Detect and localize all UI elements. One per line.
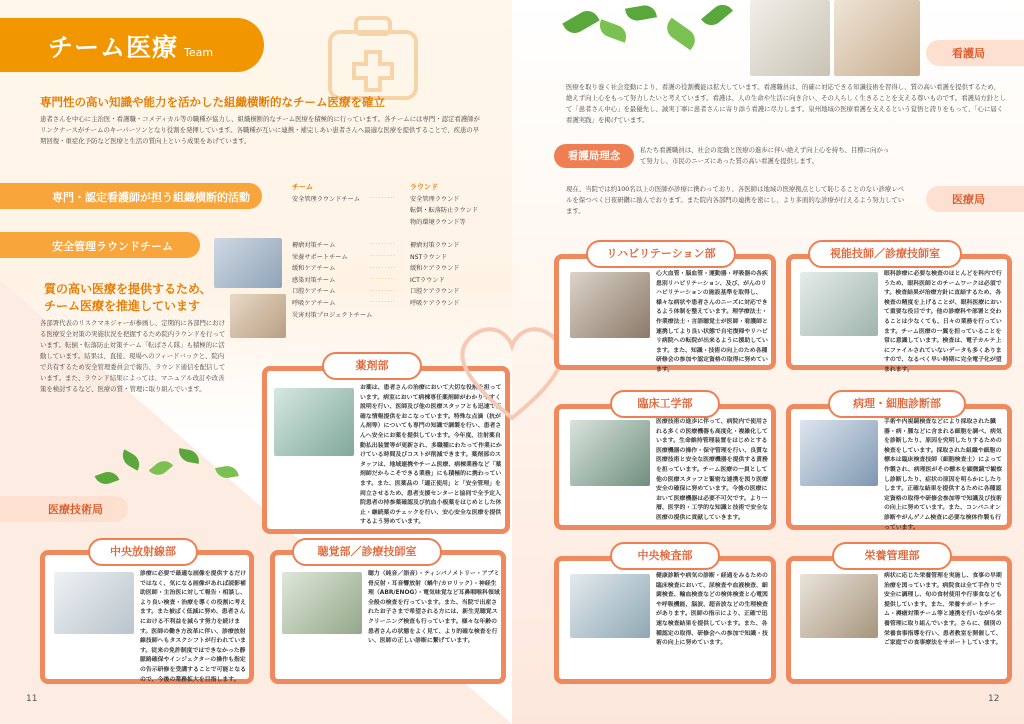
page-title-bar	[0, 18, 264, 72]
nursing-text: 医療を取り巻く社会変動により、看護の役割機能は拡大しています。看護職員は、的確に対応できる知識技術を習得し、質の高い看護を提供するため、絶えず向上心をもって努力したいと考えています。看護は、人の生命や生活に向き合い、その人らしく生きることを支える尊いものです。看護局方針として「患者さん中心」を最優先し、誠実丁寧に患者さんに寄り添う看護に尽力します。泉州地域の医療看護を支えるという覚悟と誇りをもって、「心に届く看護実践」を掲げています。	[566, 83, 1006, 124]
leaf-icon	[662, 18, 699, 51]
radiology-photo	[54, 572, 134, 634]
round-item: NSTラウンド	[410, 253, 448, 261]
philosophy-label: 看護局理念	[554, 144, 634, 168]
rehab-text: 心大血管・脳血管・運動器・呼吸器の各疾患別リハビリテーション、及び、がんのリハビリテーションの施設基準を取得し、様々な病状や患者さんのニーズに対応できるよう体制を整えています。理学療法士・作業療法士・言語聴覚士が医師・看護師と連携してより良い状態で自宅復帰やリハビリ病院への転院が出来るように援助しています。また、知識・技術の向上のため各種研修会の参加や認定資格の取得に努めています。	[656, 271, 768, 373]
rehab-photo	[570, 272, 650, 338]
pharmacy-title: 薬剤部	[322, 352, 422, 380]
pathology-title: 病理・細胞診断部	[828, 390, 966, 418]
round-item	[410, 228, 510, 240]
pathology-photo	[800, 420, 878, 486]
clinical-eng-photo	[570, 420, 650, 486]
medical-bureau-tab: 医療局	[926, 186, 1024, 212]
round-header: ラウンド	[410, 183, 438, 191]
nursing-photo-2	[834, 0, 920, 76]
team-item: 緩和ケアチーム	[292, 265, 336, 273]
central-lab-title: 中央検査部	[610, 542, 720, 570]
nursing-photo-1	[750, 0, 830, 76]
team-item: 感染対策チーム	[292, 276, 336, 284]
pathology-text: 手術や内視鏡検査などにより採取された臓器・病・腫などに含まれる細胞を調べ、病気を診断したり、原因を究明したりするための検査をしています。採取された組織や細胞の標本は臨床検査技師（細胞検査士）によって作製され、病理医がその標本を顕微鏡で観察し診断したり、症状の原因を明らかにしたりします。正確な結果を提供するために各種認定資格の取得や研修会参加等で知識及び技術の向上に努めています。また、コンパニオン診断やがんゲノム検査に必要な検体作製も行っています。	[884, 419, 1003, 531]
clinical-eng-title: 臨床工学部	[610, 390, 720, 418]
medical-text: 現在、当院では約100名以上の医師が診療に携わっており、各医師は地域の医療拠点として恥じることのない診療レベルを保つべく日夜研鑽に励んでおります。また院内各部門の連携を密にし、より多面的な診療が行えるよう努力しています。	[566, 185, 905, 215]
medtech-bureau-tab: 医療技術局	[0, 496, 128, 522]
team-item: 口腔ケアチーム	[292, 288, 336, 296]
specialist-heading: 専門・認定看護師が担う組織横断的活動	[0, 183, 262, 209]
intro-text: 患者さんを中心に主治医・看護職・コメディカル等の職種が協力し、組織横断的なチーム医療を積極的に行っています。各チームには専門・認定看護師がリンクナースがチームのキーパーソンとなり役割を発揮しています。各職種が互いに連携・補完しあい患者さんへ最適な医療を提供することで、疾患の早期回復・重症化予防など医療と生活の質向上という成果をあげています。	[40, 115, 480, 145]
clinical-eng-text: 医療技術の進歩に伴って、病院内で使用される多くの医療機器も高度化・複雑化しています。生命維持管理装置をはじめとする医療機器の操作・保守管理を行い、良質な医療技術と安全な医療機器を提供する責務を担っています。チーム医療の一員として他の医療スタッフと緊密な連携を図り医療安全の確保に努めています。今後の医療において医療機器は必要不可欠です。より一層、医学的・工学的な知識と技術で安全な医療の提供に貢献していきます。	[656, 419, 768, 521]
central-lab-text: 健康診断や病気の診断・経過をみるための臨床検査において、尿検査や血液検査、細菌検査、輸血検査などの検体検査と心電図や呼吸機能、脳波、超音波などの生理検査があります。医師の指示により、正確で迅速な検査結果を提供しています。また、各種認定の取得、研修会への参加で知識・技術の向上に努めています。	[656, 573, 768, 647]
vision-photo	[800, 272, 878, 336]
leaf-icon	[701, 0, 733, 30]
page-title: チーム医療	[48, 33, 179, 62]
radiology-title: 中央放射線部	[88, 538, 198, 566]
team-header: チーム	[292, 183, 313, 191]
team-item: 栄養サポートチーム	[292, 253, 348, 261]
nutrition-photo	[800, 574, 878, 638]
round-item: 口腔ケアラウンド	[410, 288, 460, 296]
round-item: 緩和ケアラウンド	[410, 265, 460, 273]
round-item: 転倒・転落防止ラウンド	[410, 207, 479, 215]
quality-text: 各部署代表のリスクマネジャーが参画し、定期的に各部門における医療安全対策の実施状況を把握するため院内ラウンドを行っています。転倒・転落防止対策チーム「転ばさん隊」も積極的に活動しています。結果は、直接、現場へのフィードバックと、院内で共有するため安全管理委員会で報告、ラウンド通信を配信しています。また、ラウンド結果によっては、マニュアル改訂や改善策を検討するなど、医療の質・管理に取り組んでいます。	[40, 319, 226, 393]
team-item: 褥瘡対策チーム	[292, 241, 336, 249]
team-item: 安全管理ラウンドチーム	[292, 195, 361, 203]
hearing-photo	[282, 572, 362, 634]
safety-heading: 安全管理ラウンドチーム	[0, 232, 200, 258]
page-number-left: 11	[26, 694, 38, 704]
team-item: 災害対策プロジェクトチーム	[292, 311, 373, 319]
vision-title: 視能技師／診療技師室	[808, 240, 962, 268]
round-item: 褥瘡対策ラウンド	[410, 241, 460, 249]
page-number-right: 12	[988, 694, 1000, 704]
pharmacy-photo	[274, 388, 354, 456]
nursing-tab: 看護局	[926, 40, 1024, 66]
safety-round-photo-2	[230, 294, 286, 338]
quality-heading-1: 質の高い医療を提供するため、	[44, 282, 212, 296]
team-item: 呼吸ケアチーム	[292, 299, 336, 307]
leaf-icon	[625, 4, 657, 23]
nutrition-text: 病状に応じた栄養管理を実施し、食事の早期治療を図っています。病院食は全て手作りで安全に調理し、旬の食材使用や行事食なども提供しています。また、栄養サポートチーム・褥瘡対策チーム等と連携を行いながら栄養管理に取り組んでいます。さらに、個別の栄養食事指導を行い、患者教室を開催して、ご家庭での食事療法をサポートしています。	[884, 573, 1002, 647]
connector-dots: ········· ········· ········· ········· ········· ········· ·········	[370, 195, 397, 307]
philosophy-text: 私たち看護職員は、社会の変動と医療の進歩に伴い絶えず向上心を持ち、目標に向かって努力し、市民のニーズにあった質の高い看護を提供します。	[640, 146, 890, 165]
vision-text: 眼科診療に必要な検査のほとんどを科内で行うため、眼科医師とのチームワークは必須です。検査結果が治療方針に直結するため、各検査の精度を上げることが、眼科医療において重要な役目です。他の診療科や部署と交わることは少なくても、日々の業務を行っています。チーム医療の一翼を担っていることを常に意識しています。検査は、電子カルテ上にファイルされていないデータも多くありますので、なるべく早い時期に完全電子化が望まれます。	[884, 271, 1002, 373]
right-page	[512, 0, 1024, 724]
round-item: 安全管理ラウンド	[410, 195, 460, 203]
main-headline: 専門性の高い知識や能力を活かした組織横断的なチーム医療を確立	[40, 95, 385, 109]
safety-round-photo-1	[214, 238, 282, 288]
round-list	[410, 182, 510, 310]
hearing-title: 聴覚部／診療技師室	[292, 538, 442, 566]
nutrition-title: 栄養管理部	[832, 542, 952, 570]
pharmacy-text: お薬は、患者さんの治療において大切な役割を担っています。病室において病棟専任薬剤師がわかりやすく説明を行い、医師及び他の医療スタッフとも迅速で正確な情報提供をおこなっています。特殊な点滴（抗がん剤等）についても専門の知識で調製を行い、患者さんへ安全にお薬を提供しています。今年度、注射薬自動払出装置等が更新され、多職種にわたって作業にかけている時間及びコストが削減できます。薬剤部のスタッフは、地域連携やチーム医療、病棟業務など「薬剤師だからこそできる業務」にも積極的に携わっています。また、医薬品の「適正使用」と「安全管理」を両立させるため、患者支援センターと協同で全予定入院患者の持参薬確認及び抗血小板薬をはじめとした休止・継続薬のチェックを行い、安心安全な医療を提供するよう努めています。	[360, 385, 502, 526]
quality-heading-2: チーム医療を推進しています	[44, 299, 201, 313]
rehab-title: リハビリテーション部	[586, 240, 736, 268]
page-title-en: Team	[184, 46, 214, 59]
hearing-text: 聴力（純音／語音）・ティンパノメトリー・アブミ骨反射・耳音響放射（蝸牛/カロリック）・神経生理（ABR/ENOG）・電気味覚など耳鼻咽喉科領域全般の検査を行っています。また、当院で出産されたお子さまで希望される方には、新生児聴覚スクリーニング検査も行っています。様々な年齢の患者さんの状態をよく見て、より的確な検査を行い、医師の正しい診断に繋げています。	[368, 571, 500, 645]
round-item: ICTラウンド	[410, 276, 445, 284]
radiology-text: 診療に必要で最適な画像を提供するだけではなく、気になる画像があれば読影補助医師・主治医に対して報告・相談し、より良い検査・治療を導くの役割に考えます。また被ばく低減に努め、患者さんにおける不利益を減らす努力を続けます。医師の働き方改革に伴い、診療放射線技師へもタスクシフトが行われています。従来の免許制度ではできなかった静脈路確保やインジェクターの操作も指定の告示研修を受講することで可能となるので、今後の業務拡大を目指します。	[140, 571, 247, 683]
first-aid-kit-icon	[318, 8, 428, 108]
round-item: 呼吸ケアラウンド	[410, 299, 460, 307]
central-lab-photo	[570, 574, 650, 638]
leaf-icon	[562, 7, 599, 38]
round-item: 物的環境ラウンド等	[410, 218, 466, 226]
leaf-icon	[597, 19, 630, 42]
